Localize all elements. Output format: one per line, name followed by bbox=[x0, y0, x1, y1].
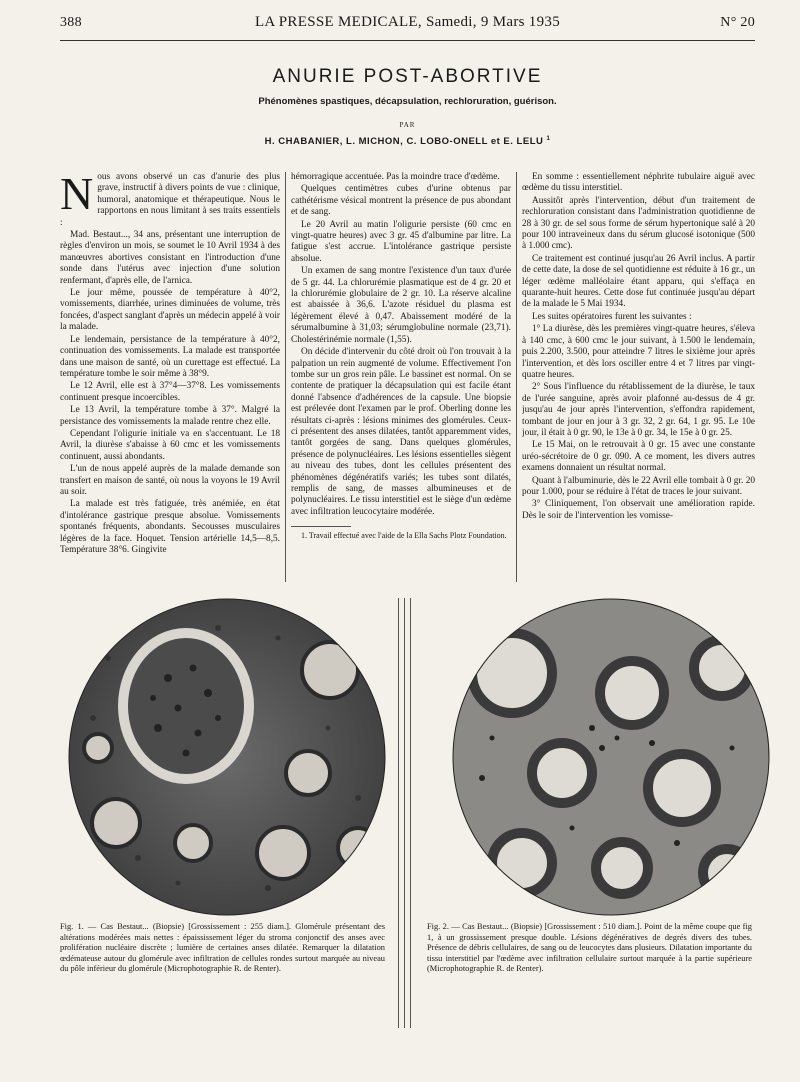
paragraph: Quelques centimètres cubes d'urine obtenus par cathétérisme vésical montrent la présence de pus abondant et de sang. bbox=[291, 184, 511, 218]
running-header bbox=[60, 14, 755, 40]
paragraph: L'un de nous appelé auprès de la malade demande son transfert en maison de santé, où nous la voyons le 19 Avril au soir. bbox=[60, 464, 280, 497]
paragraph: Cependant l'oligurie initiale va en s'accentuant. Le 18 Avril, la diurèse s'abaisse à 60 cmc et les vomissements continuent, aussi abondants. bbox=[60, 428, 280, 462]
paragraph: On décide d'intervenir du côté droit où l'on trouvait à la palpation un rein augmenté de volume. Effectivement l'on tombe sur un gros rein pâle. Le bassinet est normal. On se contente de pratiquer la décapsulation qui est facile étant donné l'absence d'adhérences de la capsule. Une biopsie est prélevée dont l'examen par le prof. Oberling donne les résultats ci-après : lésions minimes des glomérules. Ceux-ci présentent des anses dilatées, tantôt apparemment vides, tantôt gorgées de sang. Dans quelques glomérules, présence de polynucléaires. Les lésions essentielles siègent au niveau des tubes, dont les cellules présentent des phénomènes dégénératifs variés; les tubes sont dilatés, remplis de sang, de masses albumineuses et de polynucléaires. Le tissu interstitiel est le siège d'un œdème avec infiltration leucocytaire modérée. bbox=[291, 347, 511, 517]
figure-2-caption: Fig. 2. — Cas Bestaut... (Biopsie) [Grossissement : 510 diam.]. Point de la même coupe que fig 1, à un grossissement presque double. Lésions dégénératives de degrés divers des tubes. Présence de débris cellulaires, de sang ou de leucocytes dans plusieurs. Dilatation importante du tissu interstitiel par l'œdème avec infiltration cellulaire surtout marquée à la partie supérieure (Microphotographie R. de Renter). bbox=[427, 922, 752, 974]
header-rule bbox=[60, 40, 755, 41]
article-title: ANURIE POST-ABORTIVE bbox=[272, 66, 543, 87]
micrograph-tubules-image bbox=[452, 598, 770, 916]
paragraph: 2° Sous l'influence du rétablissement de la diurèse, le taux de l'urée sanguine, après avoir plafonné au-dessus de 4 gr. jusqu'au 4e jour après l'intervention, s'effondra rapidement, tombant de jour en jour à 3 gr. 32, 2 gr. 64, 1 gr. 95. Le 10e jour, il était à 0 gr. 90, le 13e à 0 gr. 34, le 15e à 0 gr. 25. bbox=[522, 382, 755, 438]
text-column-1 bbox=[60, 172, 280, 587]
paragraph: Les suites opératoires furent les suivantes : bbox=[532, 311, 692, 322]
drop-cap: N bbox=[60, 172, 94, 219]
text-column-2 bbox=[291, 172, 511, 587]
page-number: 388 bbox=[60, 15, 82, 30]
figure-1-micrograph bbox=[68, 598, 386, 916]
column-rule bbox=[516, 172, 517, 582]
paragraph: Le 13 Avril, la température tombe à 37°. Malgré la persistance des vomissements la malade rentre chez elle. bbox=[60, 405, 280, 427]
issue-number: N° 20 bbox=[720, 15, 755, 30]
paragraph: Ce traitement est continué jusqu'au 26 Avril inclus. A partir de cette date, la dose de sel quotidienne est réduite à 16 gr., un léger œdème malléolaire étant apparu, qui s'effaça en quarante-huit heures. Cette dose fut continuée jusqu'au départ de la malade le 5 Mai 1934. bbox=[522, 253, 755, 310]
paragraph: Aussitôt après l'intervention, début d'un traitement de rechloruration consistant dans l'administration quotidienne de 28 à 30 gr. de sel sous forme de sérum hypertonique salé à 20 pour 100 intraveineux dans du sérum glucosé isotonique (500 à 1.000 cmc). bbox=[522, 195, 755, 252]
footnote: 1. Travail effectué avec l'aide de la Ella Sachs Plotz Foundation. bbox=[301, 531, 507, 541]
paragraph: Le 15 Mai, on le retrouvait à 0 gr. 15 avec une constante uréo-sécrétoire de 0 gr. 090. A ce moment, les divers autres examens donnaient un résultat normal. bbox=[522, 440, 755, 474]
figure-2-micrograph bbox=[452, 598, 770, 916]
paragraph: Le 12 Avril, elle est à 37°4—37°8. Les vomissements continuent presque incoercibles. bbox=[60, 381, 280, 403]
paragraph: hémorragique accentuée. Pas la moindre trace d'œdème. bbox=[291, 172, 500, 182]
authors bbox=[60, 136, 755, 147]
paragraph: Le 20 Avril au matin l'oligurie persiste (60 cmc en vingt-quatre heures) avec 3 gr. 45 d'albumine par litre. La fatigue s'est accrue. L'intolérance gastrique persiste absolue. bbox=[291, 219, 511, 264]
article-subtitle: Phénomènes spastiques, décapsulation, rechloruration, guérison. bbox=[258, 96, 557, 107]
paragraph: Nous avons observé un cas d'anurie des plus grave, instructif à divers points de vue : clinique, humoral, anatomique et thérapeutique. Nous le rapportons en nous limitant à ses traits essentiels : bbox=[60, 172, 280, 228]
paragraph: En somme : essentiellement néphrite tubulaire aiguë avec œdème du tissu interstitiel. bbox=[522, 172, 755, 194]
footnote-rule bbox=[291, 526, 351, 527]
author-footnote-mark: 1 bbox=[546, 136, 551, 142]
paragraph: Le jour même, poussée de température à 40°2, vomissements, diarrhée, urines diminuées de volume, très foncées, d'aspect sanglant d'après un médecin appelé à voir la malade. bbox=[60, 288, 280, 333]
par-label: PAR bbox=[399, 121, 416, 129]
paragraph: Un examen de sang montre l'existence d'un taux d'urée de 5 gr. 44. La chlorurémie plasmatique est de 4 gr. 20 et la chlorurémie globulaire de 2 gr. 10. La réserve alcaline est abaissée à 36,6. L'azote résiduel du plasma est légèrement élevé à 0,47. Abaissement modéré de la sérumalbumine à 31,03; sérumglobuline normale (23,71). Cholestérinémie normale (1,55). bbox=[291, 266, 511, 345]
paragraph: 1° La diurèse, dès les premières vingt-quatre heures, s'éleva à 140 cmc, à 600 cmc le jour suivant, à 1.500 le lendemain, puis 2.200, 3.500, pour atteindre 7 litres le sixième jour après l'intervention, et dès lors osciller entre 4 et 7 litres par vingt-quatre heures. bbox=[522, 324, 755, 380]
paragraph: Mad. Bestaut..., 34 ans, présentant une interruption de règles d'environ un mois, se soumet le 10 Avril 1934 à des manœuvres abortives consistant en l'introduction d'une sonde dans l'utérus avec injection d'une solution renfermant, d'après elle, de l'arnica. bbox=[60, 230, 280, 286]
journal-title: LA PRESSE MEDICALE, Samedi, 9 Mars 1935 bbox=[254, 14, 561, 30]
paragraph: Quant à l'albuminurie, dès le 22 Avril elle tombait à 0 gr. 20 pour 1.000, pour se réduire à l'état de traces le jour suivant. bbox=[522, 475, 755, 497]
paragraph: 3° Cliniquement, l'on observait une amélioration rapide. Dès le soir de l'intervention les vomisse- bbox=[522, 499, 755, 521]
text-column-3 bbox=[522, 172, 755, 587]
micrograph-glomerulus-image bbox=[68, 598, 386, 916]
author-names: H. CHABANIER, L. MICHON, C. LOBO-ONELL et E. LELU bbox=[264, 136, 544, 148]
column-rule bbox=[285, 172, 286, 582]
paragraph: Le lendemain, persistance de la température à 40°2, continuation des vomissements. La malade est transportée dans une maison de santé, où un curettage est effectué. La température tombe le soir même à 38°9. bbox=[60, 334, 280, 379]
paragraph: La malade est très fatiguée, très anémiée, en état d'intolérance gastrique presque absolue. Vomissements spontanés fréquents, abondants. Secousses musculaires légères de la face. Hoquet. Tension artérielle 14,5—8,5. Température 38°6. Gingivite bbox=[60, 499, 280, 555]
figure-separator bbox=[398, 598, 412, 1028]
figure-1-caption: Fig. 1. — Cas Bestaut... (Biopsie) [Grossissement : 255 diam.]. Glomérule présentant des altérations modérées mais nettes : épaississement léger du stroma conjonctif des anses avec prolifération nucléaire discrète ; lumière de certaines anses dilatée. Remarquer la dilatation œdémateuse autour du glomérule avec infiltration de cellules rondes surtout marquée au niveau du pôle inférieur du glomérule (Microphotographie R. de Renter). bbox=[60, 922, 385, 974]
